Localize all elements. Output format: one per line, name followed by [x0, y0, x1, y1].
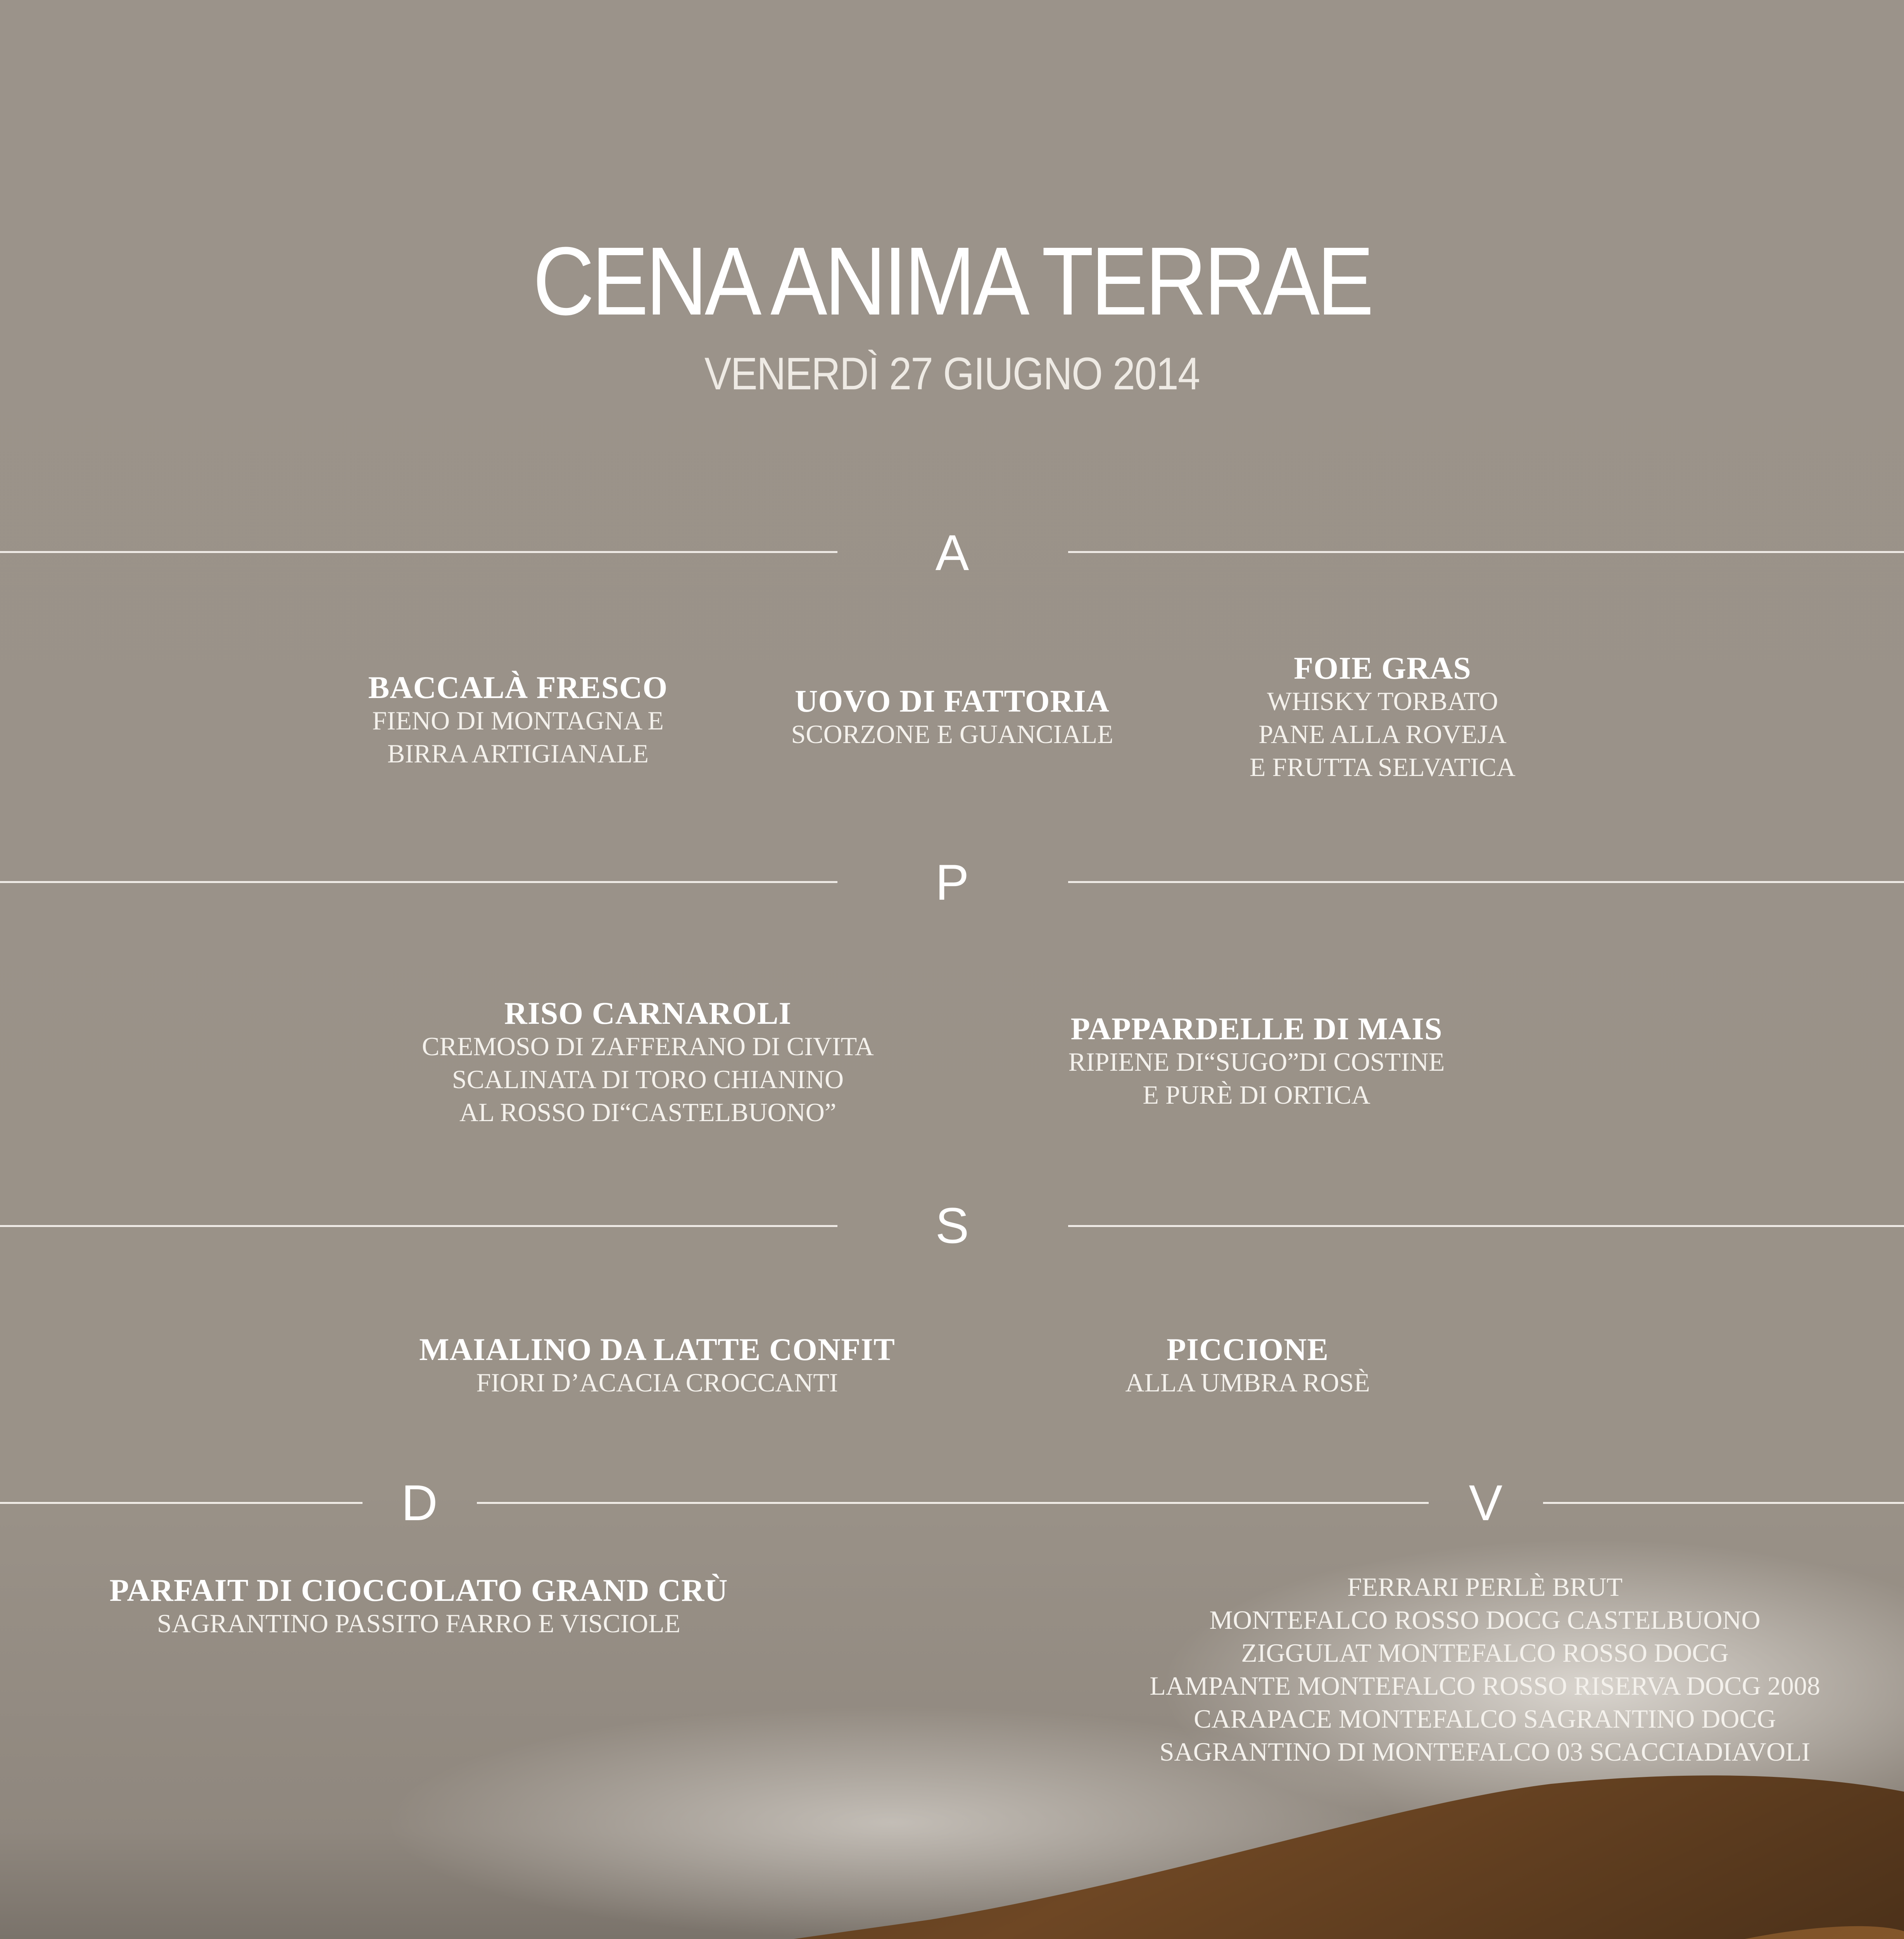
- dish-description: E FRUTTA SELVATICA: [1249, 752, 1516, 782]
- section-letter-a: A: [935, 524, 969, 581]
- dish-description: SAGRANTINO PASSITO FARRO E VISCIOLE: [157, 1609, 681, 1638]
- wine-item: ZIGGULAT MONTEFALCO ROSSO DOCG: [1241, 1638, 1729, 1668]
- dish-name: FOIE GRAS: [1294, 650, 1471, 686]
- section-letter-s: S: [935, 1197, 969, 1254]
- section-divider-right: [1068, 881, 1904, 883]
- dish-description: AL ROSSO DI“CASTELBUONO”: [459, 1097, 837, 1127]
- dish-uovo: [758, 684, 1146, 751]
- dish-name: BACCALÀ FRESCO: [368, 670, 668, 705]
- wine-item: CARAPACE MONTEFALCO SAGRANTINO DOCG: [1194, 1704, 1776, 1733]
- event-date: VENERDÌ 27 GIUGNO 2014: [704, 348, 1200, 399]
- wine-item: FERRARI PERLÈ BRUT: [1347, 1572, 1623, 1602]
- dish-description: CREMOSO DI ZAFFERANO DI CIVITA: [422, 1032, 874, 1061]
- dish-name: PICCIONE: [1166, 1332, 1329, 1367]
- dish-description: FIENO DI MONTAGNA E: [372, 706, 664, 736]
- dish-description: E PURÈ DI ORTICA: [1143, 1080, 1371, 1110]
- dish-pappardelle: [1005, 1012, 1509, 1111]
- dish-description: PANE ALLA ROVEJA: [1258, 719, 1507, 749]
- dish-name: PARFAIT DI CIOCCOLATO GRAND CRÙ: [109, 1573, 728, 1608]
- dish-description: WHISKY TORBATO: [1267, 686, 1498, 716]
- section-divider-right: [1068, 1225, 1904, 1227]
- section-divider-left: [0, 1225, 837, 1227]
- section-divider-middle: [477, 1502, 1429, 1504]
- dish-description: SCALINATA DI TORO CHIANINO: [452, 1065, 844, 1094]
- dish-name: RISO CARNAROLI: [504, 995, 792, 1031]
- dish-name: UOVO DI FATTORIA: [795, 683, 1110, 719]
- dish-baccala: [324, 671, 712, 770]
- page-title: CENA ANIMA TERRAE: [533, 227, 1371, 335]
- wine-item: SAGRANTINO DI MONTEFALCO 03 SCACCIADIAVOLI: [1159, 1737, 1811, 1766]
- section-divider-left: [0, 881, 837, 883]
- dish-piccione: [1015, 1333, 1480, 1399]
- dish-description: FIORI D’ACACIA CROCCANTI: [476, 1368, 838, 1398]
- section-divider-right: [1543, 1502, 1904, 1504]
- dish-parfait: [70, 1574, 768, 1640]
- section-letter-p: P: [935, 854, 969, 911]
- wine-item: MONTEFALCO ROSSO DOCG CASTELBUONO: [1209, 1605, 1761, 1635]
- section-divider-right: [1068, 551, 1904, 553]
- section-divider-left: [0, 1502, 363, 1504]
- section-letter-v: V: [1469, 1474, 1503, 1531]
- dish-description: BIRRA ARTIGIANALE: [387, 739, 649, 769]
- dish-description: RIPIENE DI“SUGO”DI COSTINE: [1068, 1047, 1445, 1077]
- dish-name: PAPPARDELLE DI MAIS: [1070, 1011, 1443, 1046]
- dish-maialino: [386, 1333, 929, 1399]
- dish-description: SCORZONE E GUANCIALE: [791, 719, 1113, 749]
- wine-list: [1097, 1571, 1873, 1768]
- section-divider-left: [0, 551, 837, 553]
- wine-item: LAMPANTE MONTEFALCO ROSSO RISERVA DOCG 2008: [1150, 1671, 1820, 1701]
- dish-description: ALLA UMBRA ROSÈ: [1125, 1368, 1370, 1398]
- dish-name: MAIALINO DA LATTE CONFIT: [419, 1332, 895, 1367]
- dish-riso-carnaroli: [396, 997, 900, 1129]
- section-letter-d: D: [401, 1474, 438, 1531]
- dish-foie-gras: [1189, 652, 1576, 784]
